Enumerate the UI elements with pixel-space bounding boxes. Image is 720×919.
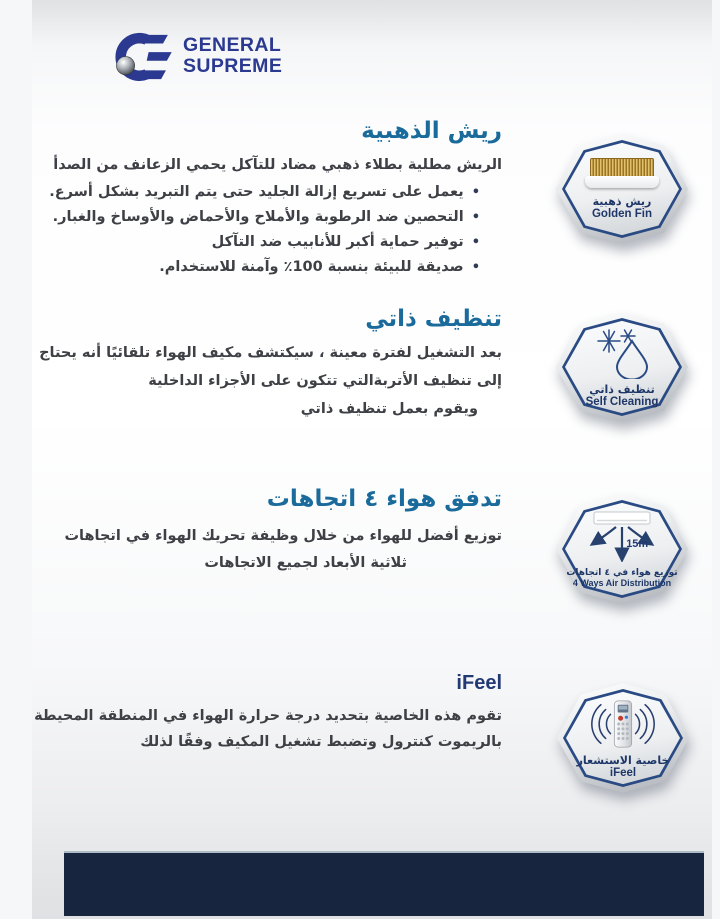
section-line: بالريموت كنترول وتضبط تشغيل المكيف وفقًا لذلك xyxy=(140,734,502,750)
badge-label-en: Golden Fin xyxy=(591,208,653,220)
section-intro: الريش مطلية بطلاء ذهبي مضاد للتآكل يحمي الزعانف من الصدأ xyxy=(53,157,502,173)
airflow-distance-label: 15m xyxy=(626,538,649,550)
bullet-item: • توفير حماية أكبر للأنابيب ضد التآكل xyxy=(49,230,480,255)
badge-four-way-airflow xyxy=(556,492,688,606)
bullet-item: • صديقة للبيئة بنسبة 100٪ وآمنة للاستخدام. xyxy=(49,255,480,280)
section-line: تقوم هذه الخاصية بتحديد درجة حرارة الهواء في المنطقة المحيطة xyxy=(34,708,502,724)
badge-ifeel xyxy=(557,681,689,795)
badge-label-ar: توزيع هواء في ٤ اتجاهات xyxy=(566,568,678,578)
feature-self-cleaning xyxy=(39,304,502,423)
feature-ifeel xyxy=(34,669,502,755)
badge-label-ar: تنظيف ذاتي xyxy=(589,382,655,396)
bullet-item: • يعمل على تسريع إزالة الجليد حتى يتم التبريد بشكل أسرع. xyxy=(49,180,480,205)
section-line: إلى تنظيف الأتربةالتي تتكون على الأجزاء الداخلية xyxy=(148,373,502,389)
bullet-item: • التحصين ضد الرطوبة والأملاح والأحماض والأوساخ والغبار. xyxy=(49,205,480,230)
section-heading: تنظيف ذاتي xyxy=(365,306,502,332)
badge-label-ar: ريش ذهبية xyxy=(592,195,652,208)
feature-four-way-airflow xyxy=(64,484,502,577)
badge-self-cleaning xyxy=(556,310,688,424)
airflow-icon xyxy=(580,510,664,566)
brand-logo xyxy=(104,31,282,81)
self-cleaning-droplet-icon xyxy=(591,327,653,379)
section-heading: ريش الذهبية xyxy=(361,118,502,144)
remote-sensor-icon xyxy=(583,698,663,750)
brand-name-line1: GENERAL xyxy=(183,33,282,56)
feature-bullet-list xyxy=(49,180,502,280)
content-card xyxy=(32,0,712,919)
badge-label-en: iFeel xyxy=(609,766,637,779)
section-heading: iFeel xyxy=(456,672,502,694)
badge-golden-fin xyxy=(556,132,688,246)
section-line: توزيع أفضل للهواء من خلال وظيفة تحريك الهواء في اتجاهات xyxy=(64,528,502,544)
section-line: بعد التشغيل لفترة معينة ، سيكتشف مكيف الهواء تلقائيًا أنه يحتاج xyxy=(39,345,502,361)
badge-label-ar: خاصية الاستشعار xyxy=(576,753,670,767)
badge-label-en: Self Cleaning xyxy=(585,395,659,408)
gs-monogram-icon xyxy=(104,31,174,81)
brand-name xyxy=(183,35,282,78)
brand-name-line2: SUPREME xyxy=(183,55,283,77)
section-line: ويقوم بعمل تنظيف ذاتي xyxy=(300,401,478,417)
section-line: ثلاثية الأبعاد لجميع الاتجاهات xyxy=(204,555,407,571)
section-heading: تدفق هواء ٤ اتجاهات xyxy=(266,486,502,512)
feature-golden-fin xyxy=(49,116,502,280)
footer-bar xyxy=(64,851,704,916)
badge-label-en: 4 Ways Air Distribution xyxy=(572,578,672,588)
golden-fin-ac-icon xyxy=(583,158,661,188)
